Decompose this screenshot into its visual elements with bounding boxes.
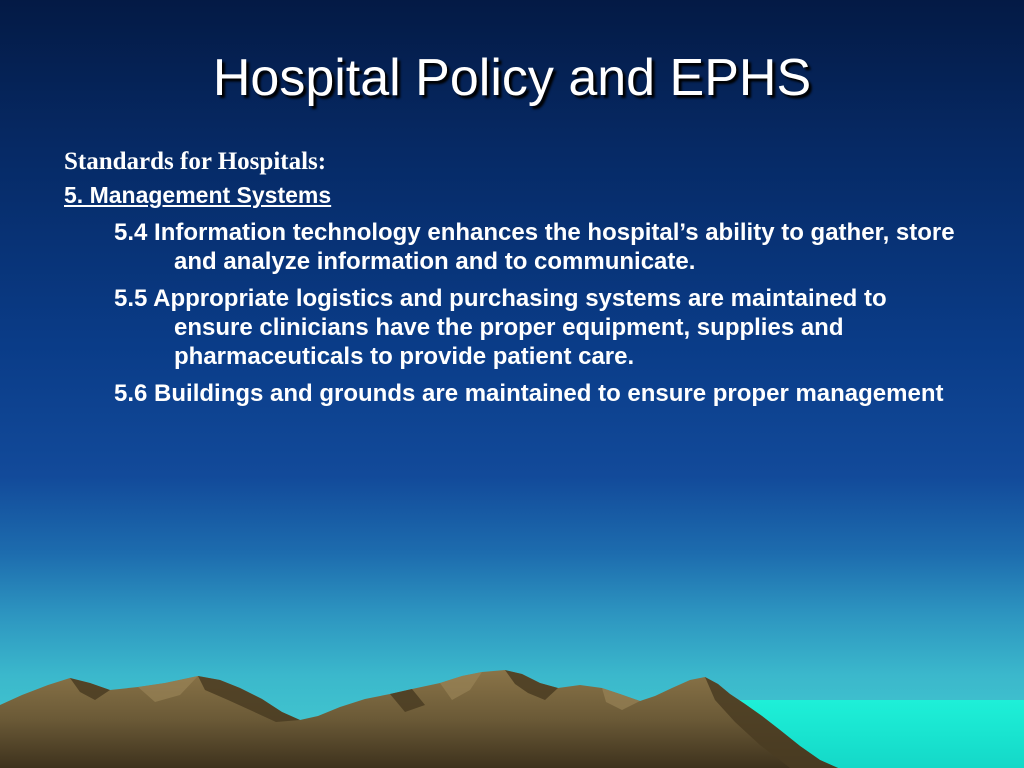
slide-title: Hospital Policy and EPHS: [212, 49, 812, 107]
list-item: 5.6 Buildings and grounds are maintained to ensure proper management: [114, 380, 944, 407]
slide-body: [64, 146, 984, 408]
section-heading: 5. Management Systems: [64, 182, 332, 208]
subheading: Standards for Hospitals:: [64, 148, 327, 175]
list-item: 5.4 Information technology enhances the hospital’s ability to gather, store and analyze information and to communicate.: [114, 219, 955, 275]
list-item: 5.5 Appropriate logistics and purchasing systems are maintained to ensure clinicians have the proper equipment, supplies and pharmaceuticals to provide patient care.: [114, 285, 887, 370]
